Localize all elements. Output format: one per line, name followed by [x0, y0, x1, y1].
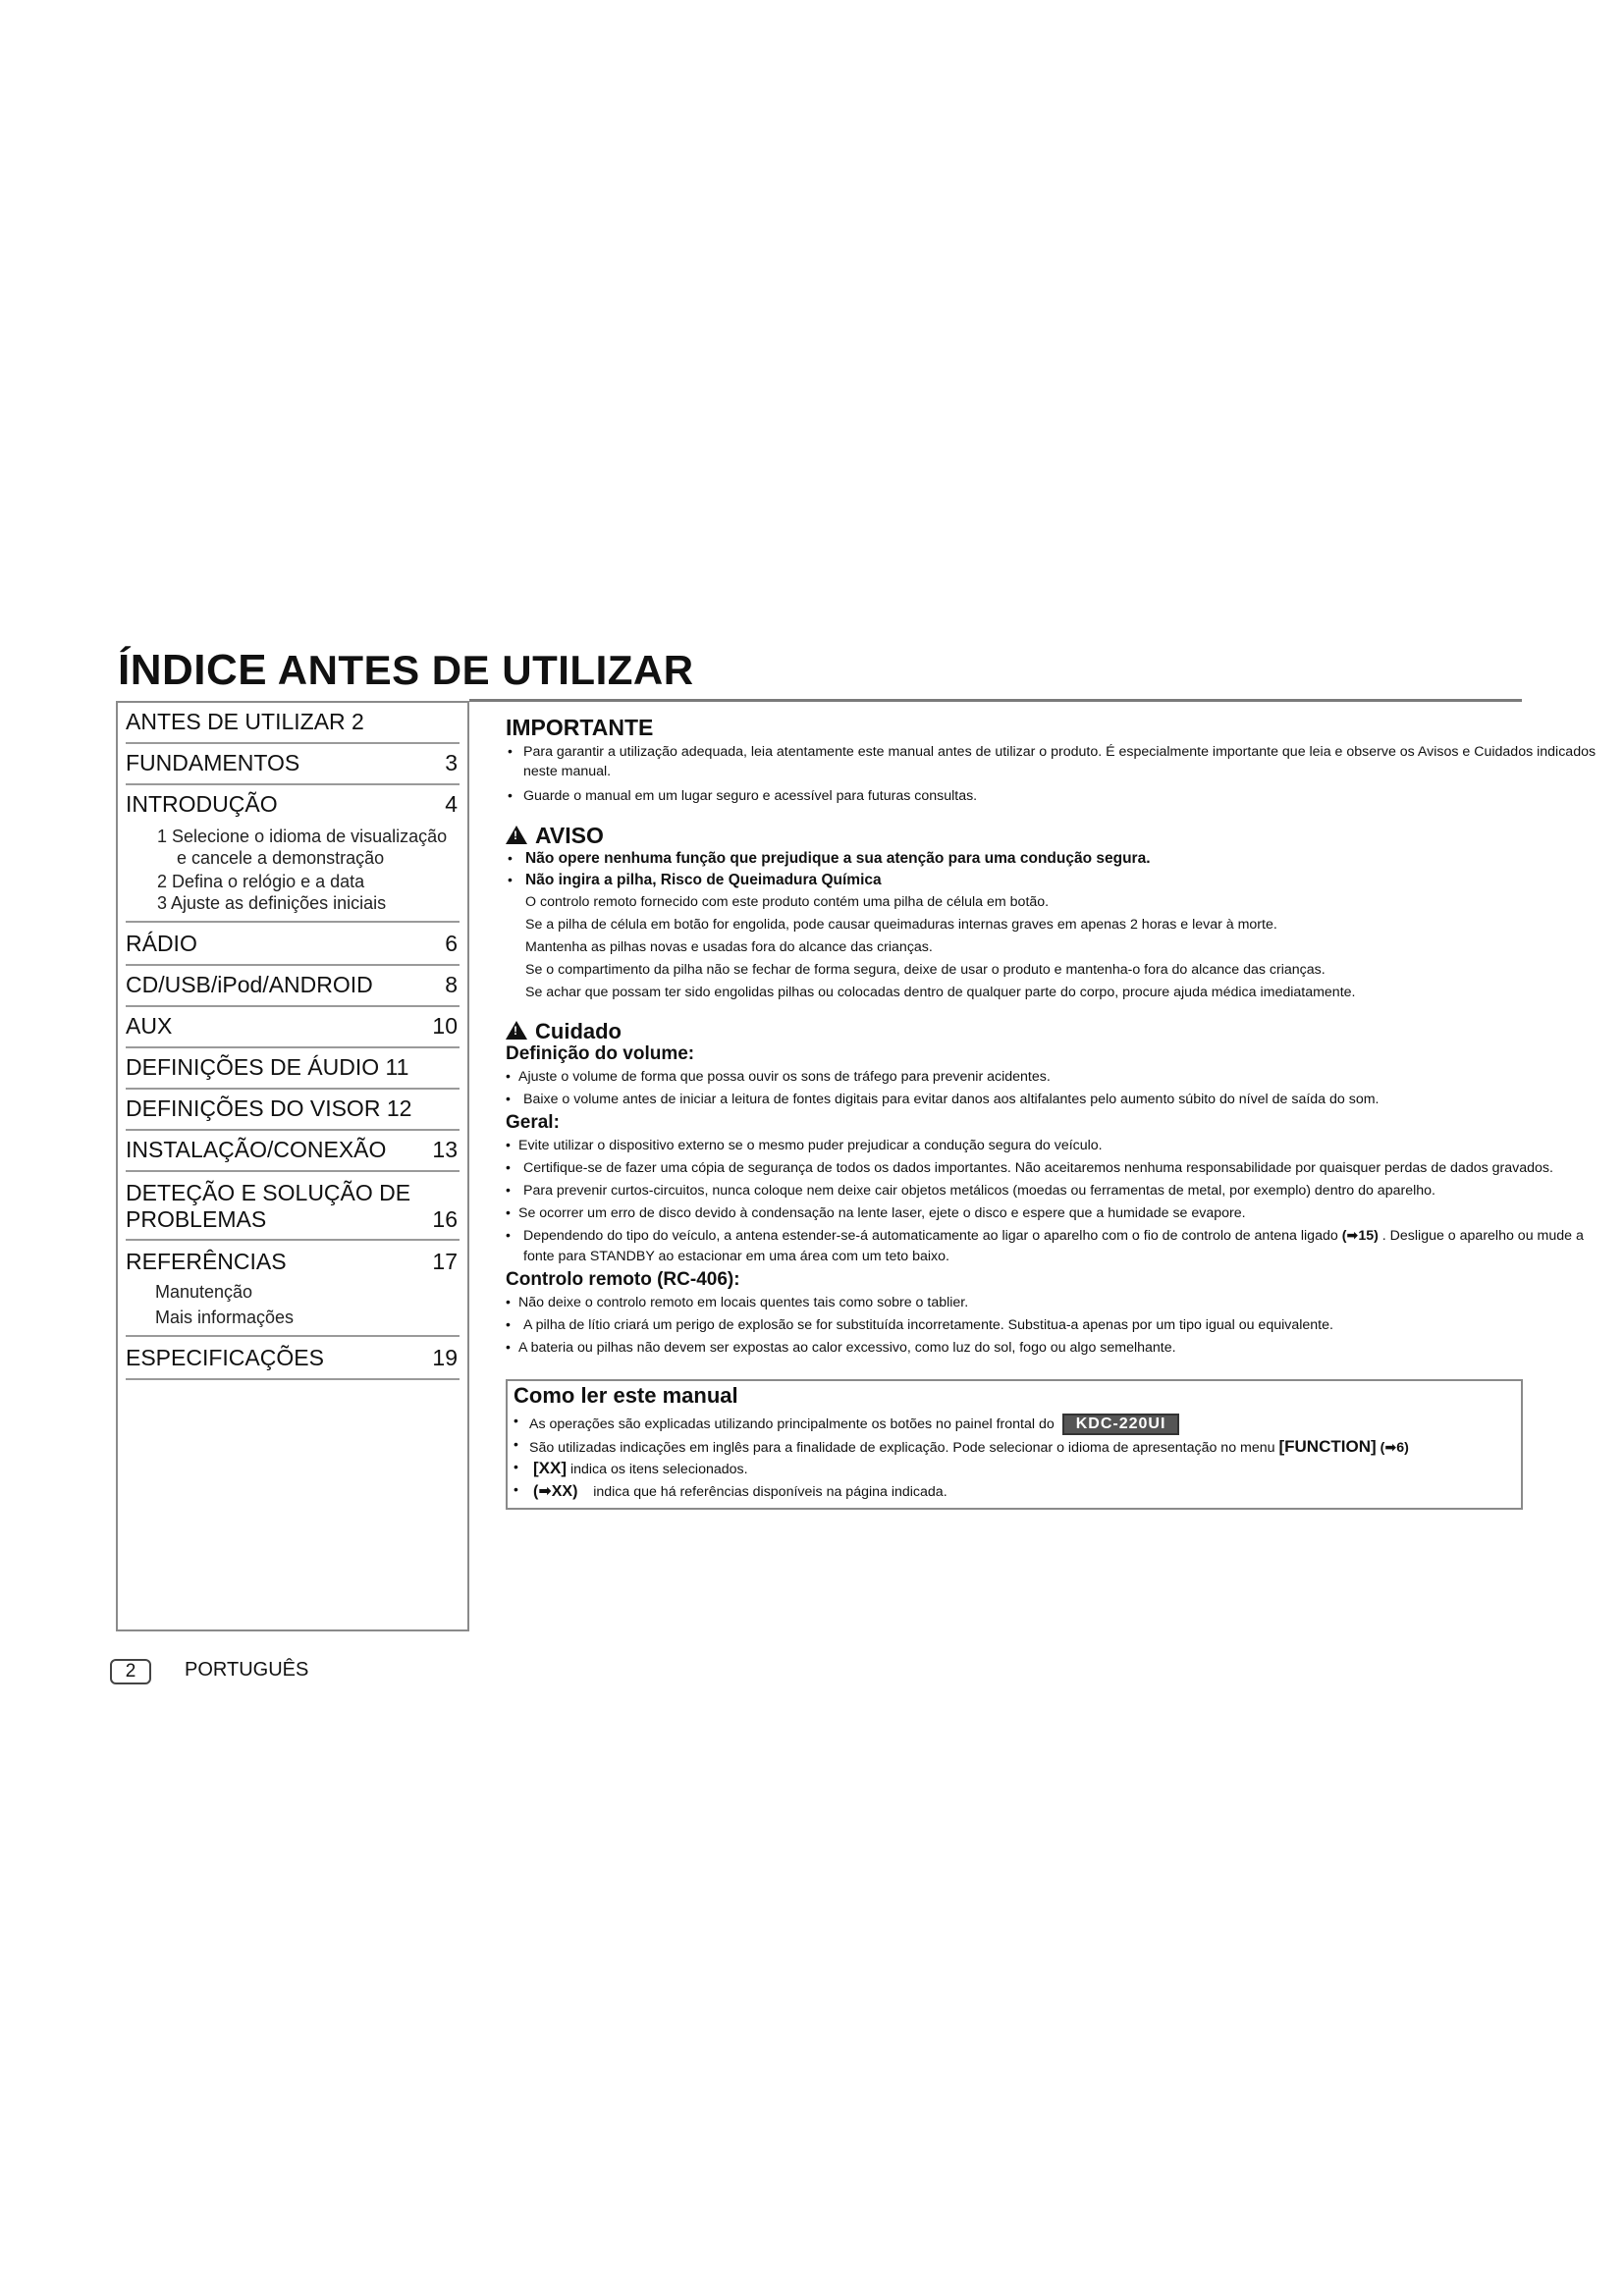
toc-divider [126, 1088, 460, 1090]
toc-divider [126, 1129, 460, 1131]
bullet: • [508, 787, 513, 803]
toc-divider [126, 783, 460, 785]
toc-label: INSTALAÇÃO/CONEXÃO [126, 1137, 387, 1162]
toc-divider [126, 921, 460, 923]
toc-divider [126, 1378, 460, 1380]
manual-text: São utilizadas indicações em inglês para a finalidade de explicação. Pode selecionar o idioma de apresentação no menu [529, 1440, 1275, 1456]
bullet: • [514, 1436, 518, 1452]
bullet: • [506, 1159, 511, 1175]
remote-subheading: Controlo remoto (RC-406): [506, 1269, 740, 1290]
cuidado-line: Evite utilizar o dispositivo externo se o mesmo puder prejudicar a condução segura do veículo. [518, 1138, 1103, 1153]
title-part-2: ANTES DE UTILIZAR [277, 647, 694, 693]
bullet: • [506, 1227, 511, 1243]
bullet: • [506, 1294, 511, 1309]
importante-line: neste manual. [523, 764, 612, 779]
cuidado-text: . Desligue o aparelho ou mude a [1381, 1228, 1584, 1244]
toc-divider [126, 742, 460, 744]
toc-label: REFERÊNCIAS [126, 1249, 287, 1274]
bullet: • [508, 872, 513, 887]
manual-line [529, 1437, 1409, 1457]
warning-icon [506, 1021, 527, 1040]
bullet: • [508, 850, 513, 866]
toc-label: ANTES DE UTILIZAR 2 [126, 709, 364, 734]
aviso-bold-line: Não ingira a pilha, Risco de Queimadura Química [525, 872, 882, 888]
how-to-read-box [506, 1379, 1523, 1510]
toc-divider [126, 1335, 460, 1337]
bullet: • [506, 1182, 511, 1198]
cuidado-line: Baixe o volume antes de iniciar a leitura de fontes digitais para evitar danos aos altifalantes pelo aumento súbito do nível de saída do som. [523, 1092, 1380, 1107]
toc-divider [126, 1005, 460, 1007]
cuidado-line: Se ocorrer um erro de disco devido à condensação na lente laser, ejete o disco e espere que a humidade se evapore. [518, 1205, 1246, 1221]
function-label: [FUNCTION] [1278, 1437, 1377, 1456]
bullet: • [506, 1316, 511, 1332]
page-title [118, 646, 694, 695]
selected-item-tag: [XX] [533, 1459, 567, 1477]
toc-page: 3 [445, 750, 458, 775]
toc-label: FUNDAMENTOS [126, 750, 300, 775]
toc-label: RÁDIO [126, 931, 197, 956]
toc-label: DETEÇÃO E SOLUÇÃO DE [126, 1180, 411, 1205]
toc-subitem[interactable]: Mais informações [155, 1308, 295, 1327]
manual-line [533, 1459, 748, 1478]
cuidado-label: Cuidado [535, 1019, 622, 1043]
volume-subheading: Definição do volume: [506, 1043, 695, 1064]
table-of-contents [116, 701, 469, 1631]
manual-line [529, 1414, 1179, 1435]
importante-line: Guarde o manual em um lugar seguro e acessível para futuras consultas. [523, 788, 978, 804]
toc-page: 16 [432, 1206, 458, 1232]
bullet: • [506, 1068, 511, 1084]
toc-page: 6 [445, 931, 458, 956]
bullet: • [514, 1459, 518, 1474]
bullet: • [508, 743, 513, 759]
aviso-line: Se a pilha de célula em botão for engolida, pode causar queimaduras internas graves em apenas 2 horas e levar à morte. [525, 917, 1277, 933]
bullet: • [506, 1137, 511, 1152]
toc-page: 13 [432, 1137, 458, 1162]
aviso-line: Mantenha as pilhas novas e usadas fora do alcance das crianças. [525, 939, 933, 955]
cuidado-line: Para prevenir curtos-circuitos, nunca coloque nem deixe cair objetos metálicos (moedas ou ferramentas de metal, por exemplo) dentro do aparelho. [523, 1183, 1435, 1199]
toc-subitem[interactable]: Manutenção [155, 1282, 253, 1302]
toc-page: 8 [445, 972, 458, 997]
cuidado-line: Certifique-se de fazer uma cópia de segurança de todos os dados importantes. Não aceitaremos nenhuma responsabilidade por quaisquer perdas de dados gravados. [523, 1160, 1553, 1176]
toc-subitem[interactable]: 2 Defina o relógio e a data [157, 872, 365, 891]
toc-label: ESPECIFICAÇÕES [126, 1345, 324, 1370]
toc-label: PROBLEMAS [126, 1206, 267, 1232]
model-badge: KDC-220UI [1062, 1414, 1180, 1435]
toc-divider [126, 1239, 460, 1241]
cuidado-line: A bateria ou pilhas não devem ser expostas ao calor excessivo, como luz do sol, fogo ou algo semelhante. [518, 1340, 1176, 1356]
aviso-label: AVISO [535, 823, 604, 848]
bullet: • [506, 1204, 511, 1220]
toc-label: DEFINIÇÕES DE ÁUDIO 11 [126, 1054, 409, 1080]
manual-text: As operações são explicadas utilizando principalmente os botões no painel frontal do [529, 1416, 1055, 1432]
page-ref[interactable]: (➡6) [1380, 1440, 1409, 1456]
toc-label: DEFINIÇÕES DO VISOR 12 [126, 1095, 412, 1121]
aviso-bold-line: Não opere nenhuma função que prejudique a sua atenção para uma condução segura. [525, 850, 1151, 867]
toc-label: AUX [126, 1013, 173, 1039]
page-number: 2 [110, 1659, 151, 1684]
title-part-1: ÍNDICE [118, 646, 268, 694]
page-ref-tag: (➡XX) [533, 1483, 578, 1500]
toc-label: INTRODUÇÃO [126, 791, 278, 817]
cuidado-text: Dependendo do tipo do veículo, a antena estender-se-á automaticamente ao ligar o aparelho com o fio de controlo de antena ligado [523, 1228, 1338, 1244]
bullet: • [506, 1339, 511, 1355]
toc-page: 19 [432, 1345, 458, 1370]
toc-subitem[interactable]: 1 Selecione o idioma de visualização [157, 827, 448, 846]
footer-language: PORTUGUÊS [185, 1659, 309, 1681]
cuidado-line: A pilha de lítio criará um perigo de explosão se for substituída incorretamente. Substitua-a apenas por um tipo igual ou equivalente. [523, 1317, 1333, 1333]
bullet: • [506, 1091, 511, 1106]
manual-text: indica que há referências disponíveis na página indicada. [593, 1484, 947, 1500]
title-rule [469, 699, 1522, 702]
page-ref[interactable]: (➡15) [1341, 1228, 1379, 1244]
cuidado-heading [506, 1019, 622, 1044]
manual-line [533, 1481, 947, 1501]
toc-divider [126, 964, 460, 966]
cuidado-line [523, 1228, 1584, 1244]
bullet: • [514, 1413, 518, 1428]
importante-line: Para garantir a utilização adequada, leia atentamente este manual antes de utilizar o produto. É especialmente importante que leia e observe os Avisos e Cuidados indicados [523, 744, 1597, 760]
cuidado-line: fonte para STANDBY ao estacionar em uma área com um teto baixo. [523, 1249, 949, 1264]
bullet: • [514, 1481, 518, 1497]
geral-subheading: Geral: [506, 1112, 560, 1133]
aviso-line: Se achar que possam ter sido engolidas pilhas ou colocadas dentro de qualquer parte do corpo, procure ajuda médica imediatamente. [525, 985, 1356, 1000]
toc-page: 10 [432, 1013, 458, 1039]
aviso-heading [506, 823, 604, 849]
toc-subitem[interactable]: e cancele a demonstração [177, 848, 385, 868]
warning-icon [506, 826, 527, 844]
cuidado-line: Ajuste o volume de forma que possa ouvir os sons de tráfego para prevenir acidentes. [518, 1069, 1051, 1085]
toc-page: 4 [445, 791, 458, 817]
toc-label: CD/USB/iPod/ANDROID [126, 972, 373, 997]
toc-page: 17 [432, 1249, 458, 1274]
toc-divider [126, 1046, 460, 1048]
aviso-line: Se o compartimento da pilha não se fechar de forma segura, deixe de usar o produto e mantenha-o fora do alcance das crianças. [525, 962, 1326, 978]
toc-divider [126, 1170, 460, 1172]
manual-heading: Como ler este manual [514, 1383, 738, 1408]
toc-subitem[interactable]: 3 Ajuste as definições iniciais [157, 893, 387, 913]
aviso-line: O controlo remoto fornecido com este produto contém uma pilha de célula em botão. [525, 894, 1050, 910]
importante-heading: IMPORTANTE [506, 715, 654, 740]
cuidado-line: Não deixe o controlo remoto em locais quentes tais como sobre o tablier. [518, 1295, 969, 1310]
manual-text: indica os itens selecionados. [569, 1462, 748, 1477]
